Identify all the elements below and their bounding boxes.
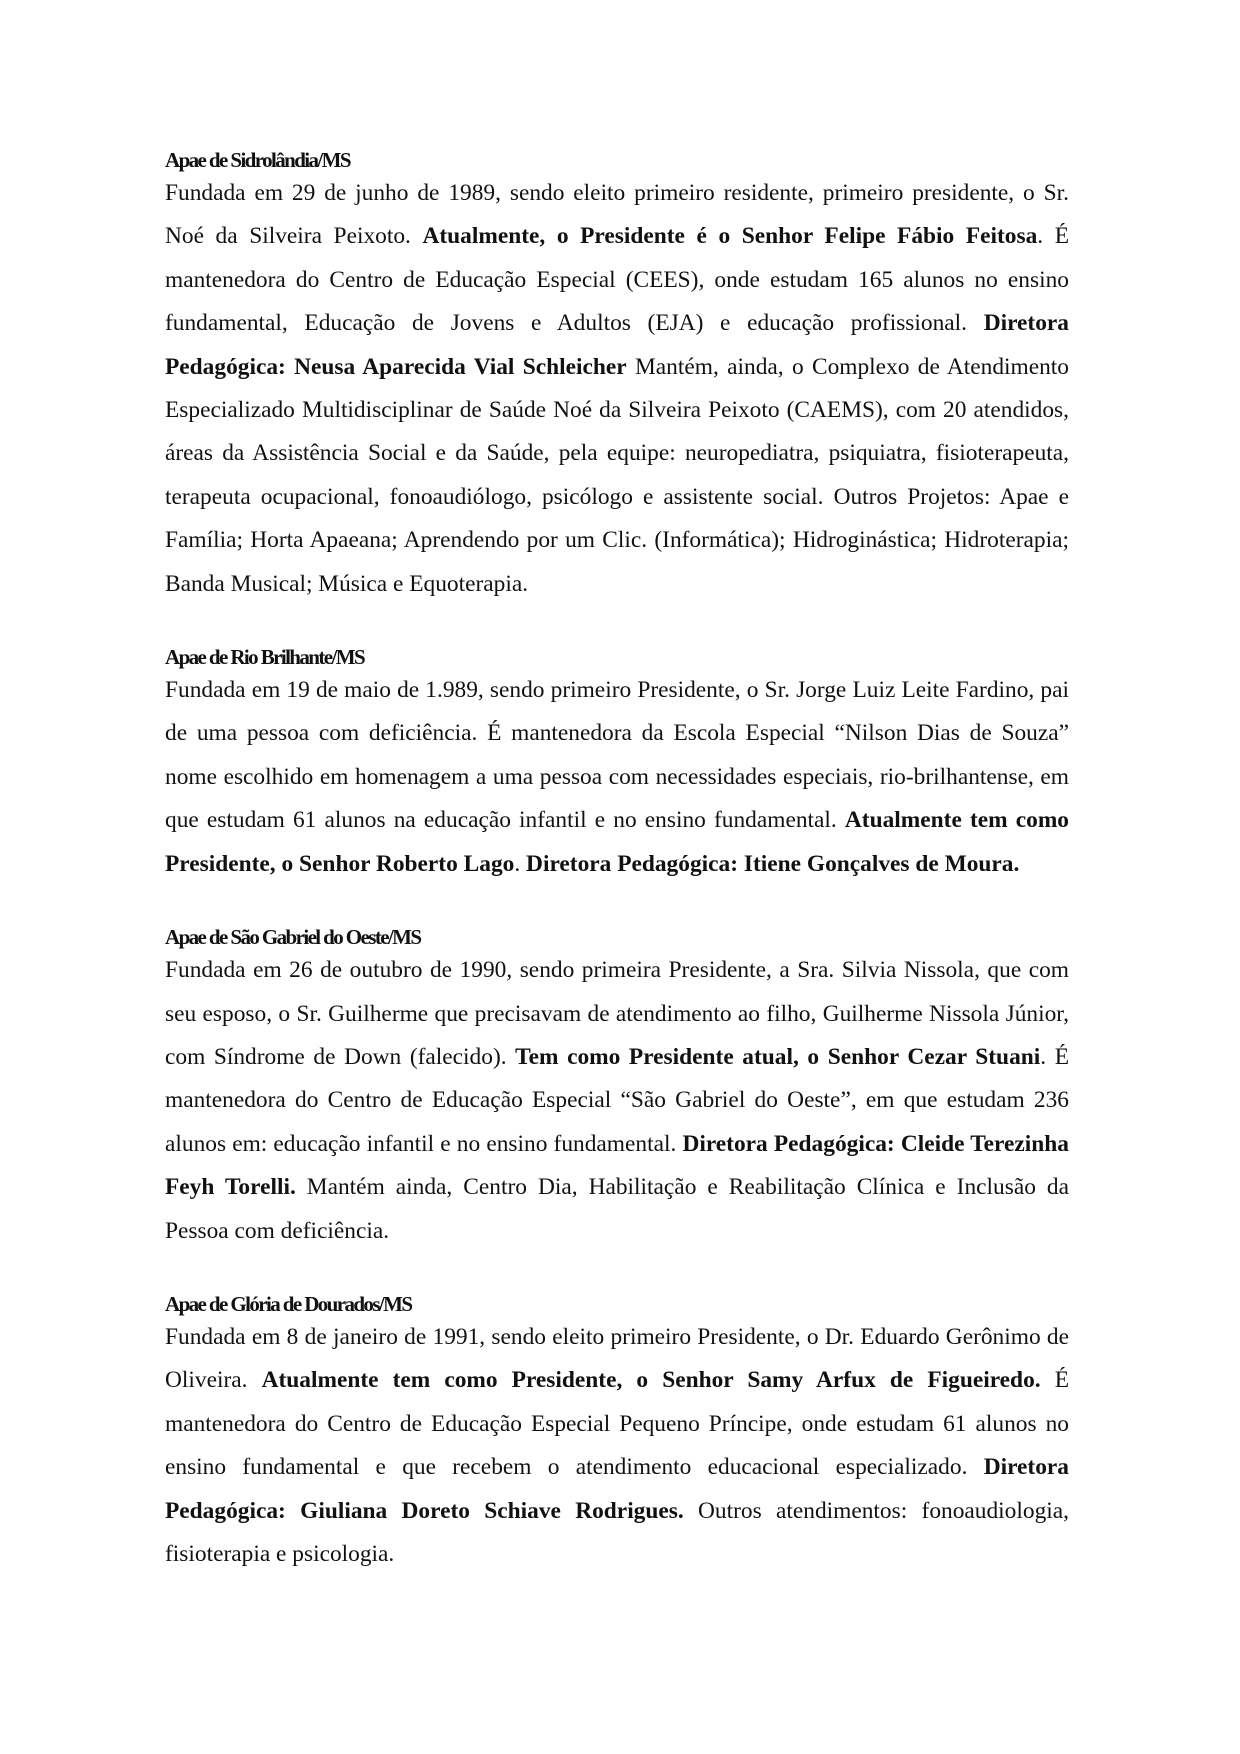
text-run: Fundada em 29 de junho de 1989, sendo eleito primeiro residente, primeiro presidente, o Sr. Noé da Silveira Peixoto. bbox=[165, 180, 1069, 250]
bold-text-run: Diretora Pedagógica: Neusa Aparecida Vial Schleicher bbox=[165, 310, 1069, 380]
bold-text-run: Diretora Pedagógica: Giuliana Doreto Schiave Rodrigues. bbox=[165, 1454, 1069, 1524]
text-run: Mantém, ainda, o Complexo de Atendimento Especializado Multidisciplinar de Saúde Noé da Silveira Peixoto (CAEMS), com 20 atendidos, áreas da Assistência Social e da Saúde, pela equipe: neuropediatra, psiquiatra, fisioterapeuta, terapeuta ocupacional, fonoaudiólogo, psicólogo e assistente social. Outros Projetos: Apae e Família; Horta Apaeana; Aprendendo por um Clic. (Informática); Hidroginástica; Hidroterapia; Banda Musical; Música e Equoterapia. bbox=[165, 353, 1069, 597]
text-run: . É mantenedora do Centro de Educação Especial (CEES), onde estudam 165 alunos no ensino fundamental, Educação de Jovens e Adultos (EJA) e educação profissional. bbox=[165, 223, 1070, 337]
bold-text-run: Tem como Presidente atual, o Senhor Cezar Stuani bbox=[515, 1043, 1041, 1070]
section-title: Apae de São Gabriel do Oeste/MS bbox=[165, 925, 421, 950]
text-run: Outros atendimentos: fonoaudiologia, fisioterapia e psicologia. bbox=[165, 1497, 1069, 1567]
text-run: Fundada em 19 de maio de 1.989, sendo primeiro Presidente, o Sr. Jorge Luiz Leite Fardino, pai de uma pessoa com deficiência. É mantenedora da Escola Especial “Nilson Dias de Souza” nome escolhido em homenagem a uma pessoa com necessidades especiais, rio-brilhantense, em que estudam 61 alunos na educação infantil e no ensino fundamental. bbox=[165, 677, 1069, 834]
section-gloria-de-dourados bbox=[165, 1292, 1069, 1576]
section-body bbox=[165, 172, 1069, 606]
bold-text-run: Diretora Pedagógica: Cleide Terezinha Feyh Torelli. bbox=[165, 1130, 1069, 1201]
section-title: Apae de Rio Brilhante/MS bbox=[165, 645, 365, 670]
text-run: É mantenedora do Centro de Educação Especial Pequeno Príncipe, onde estudam 61 alunos no ensino fundamental e que recebem o atendimento educacional especializado. bbox=[165, 1367, 1069, 1481]
bold-text-run: Atualmente tem como Presidente, o Senhor Roberto Lago bbox=[165, 807, 1070, 877]
text-run: Fundada em 8 de janeiro de 1991, sendo eleito primeiro Presidente, o Dr. Eduardo Gerônimo de Oliveira. bbox=[165, 1323, 1069, 1394]
section-rio-brilhante bbox=[165, 645, 1069, 886]
bold-text-run: Atualmente tem como Presidente, o Senhor Samy Arfux de Figueiredo. bbox=[261, 1367, 1041, 1394]
section-body bbox=[165, 949, 1069, 1253]
section-body bbox=[165, 669, 1069, 886]
text-run: . É mantenedora do Centro de Educação Especial “São Gabriel do Oeste”, em que estudam 236 alunos em: educação infantil e no ensino fundamental. bbox=[165, 1043, 1070, 1157]
section-title: Apae de Glória de Dourados/MS bbox=[165, 1291, 412, 1316]
section-sao-gabriel-do-oeste bbox=[165, 925, 1069, 1253]
section-title: Apae de Sidrolândia/MS bbox=[165, 148, 350, 172]
text-run: Fundada em 26 de outubro de 1990, sendo primeira Presidente, a Sra. Silvia Nissola, que com seu esposo, o Sr. Guilherme que precisavam de atendimento ao filho, Guilherme Nissola Júnior, com Síndrome de Down (falecido). bbox=[165, 957, 1069, 1070]
bold-text-run: Diretora Pedagógica: Itiene Gonçalves de Moura. bbox=[526, 850, 1020, 877]
section-sidrolandia bbox=[165, 148, 1069, 606]
text-run: Mantém ainda, Centro Dia, Habilitação e Reabilitação Clínica e Inclusão da Pessoa com deficiência. bbox=[165, 1174, 1069, 1244]
section-body bbox=[165, 1316, 1069, 1576]
document-page bbox=[165, 148, 1069, 1615]
text-run: . bbox=[514, 850, 527, 877]
bold-text-run: Atualmente, o Presidente é o Senhor Felipe Fábio Feitosa bbox=[422, 223, 1038, 250]
